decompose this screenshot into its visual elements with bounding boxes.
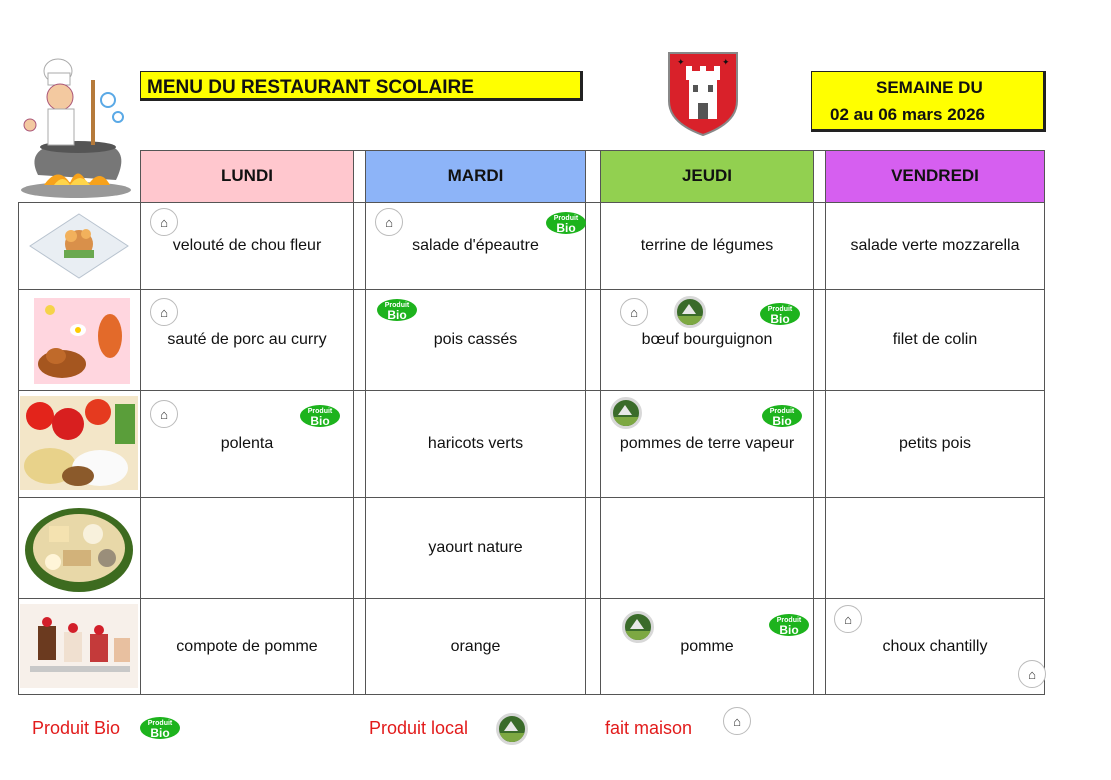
house-icon: ⌂ [834,605,862,633]
day-header-vendredi: VENDREDI [826,150,1044,202]
dish-vendredi-row1: salade verte mozzarella [850,237,1020,254]
chef-cook-icon [18,55,136,200]
legend-bio-label: Produit Bio [32,718,121,738]
bio-badge-icon: Produit Bio [762,405,802,427]
farm-icon [496,713,528,745]
dessert-icon [20,604,138,688]
dish-jeudi-row1: terrine de légumes [640,237,774,254]
dish-lundi-row2: sauté de porc au curry [167,331,327,348]
svg-text:✦: ✦ [677,57,685,67]
legend-maison-label: fait maison [605,718,693,738]
dish-jeudi-row3: pommes de terre vapeur [619,435,795,452]
dish-vendredi-row3: petits pois [898,435,972,452]
week-label: SEMAINE DU [876,78,983,97]
week-dates: 02 au 06 mars 2026 [830,105,986,124]
house-icon: ⌂ [375,208,403,236]
svg-text:✦: ✦ [722,57,730,67]
legend-local-label: Produit local [369,718,469,738]
day-header-jeudi: JEUDI [601,150,813,202]
dish-mardi-row5: orange [450,637,501,655]
day-header-lundi: LUNDI [141,150,353,202]
bio-badge-icon: Produit Bio [377,299,417,321]
house-icon: ⌂ [723,707,751,735]
dish-jeudi-row4 [601,498,813,598]
house-icon: ⌂ [1018,660,1046,688]
dish-lundi-row1: velouté de chou fleur [172,237,322,254]
starter-plate-icon [24,206,134,284]
dish-vendredi-row2: filet de colin [892,331,978,348]
dish-jeudi-row2: bœuf bourguignon [641,331,773,348]
bio-badge-icon: Produit Bio [300,405,340,427]
dish-lundi-row3: polenta [220,435,274,452]
dish-jeudi-row5: pomme [680,637,734,655]
dish-lundi-row4 [141,498,353,598]
dish-mardi-row1: salade d'épeautre [412,237,539,254]
bio-badge-icon: Produit Bio [760,303,800,325]
dish-vendredi-row5: choux chantilly [882,637,988,655]
house-icon: ⌂ [620,298,648,326]
farm-icon [674,296,706,328]
menu-title-box [140,71,583,101]
cheese-platter-icon [23,500,135,595]
week-box [811,71,1046,132]
farm-icon [610,397,642,429]
main-course-icon [34,298,130,384]
farm-icon [622,611,654,643]
dish-mardi-row3: haricots verts [427,435,524,452]
house-icon: ⌂ [150,298,178,326]
dish-lundi-row5: compote de pomme [176,637,318,655]
vegetables-icon [20,396,138,490]
dish-mardi-row2: pois cassés [433,331,518,348]
day-header-mardi: MARDI [366,150,585,202]
house-icon: ⌂ [150,208,178,236]
page-title: MENU DU RESTAURANT SCOLAIRE [147,77,474,98]
dish-vendredi-row4 [826,498,1044,598]
dish-mardi-row4: yaourt nature [428,539,523,556]
bio-badge-icon: Produit Bio [140,717,180,739]
town-crest-icon [667,51,739,137]
bio-badge-icon: Produit Bio [546,212,586,234]
bio-badge-icon: Produit Bio [769,614,809,636]
house-icon: ⌂ [150,400,178,428]
